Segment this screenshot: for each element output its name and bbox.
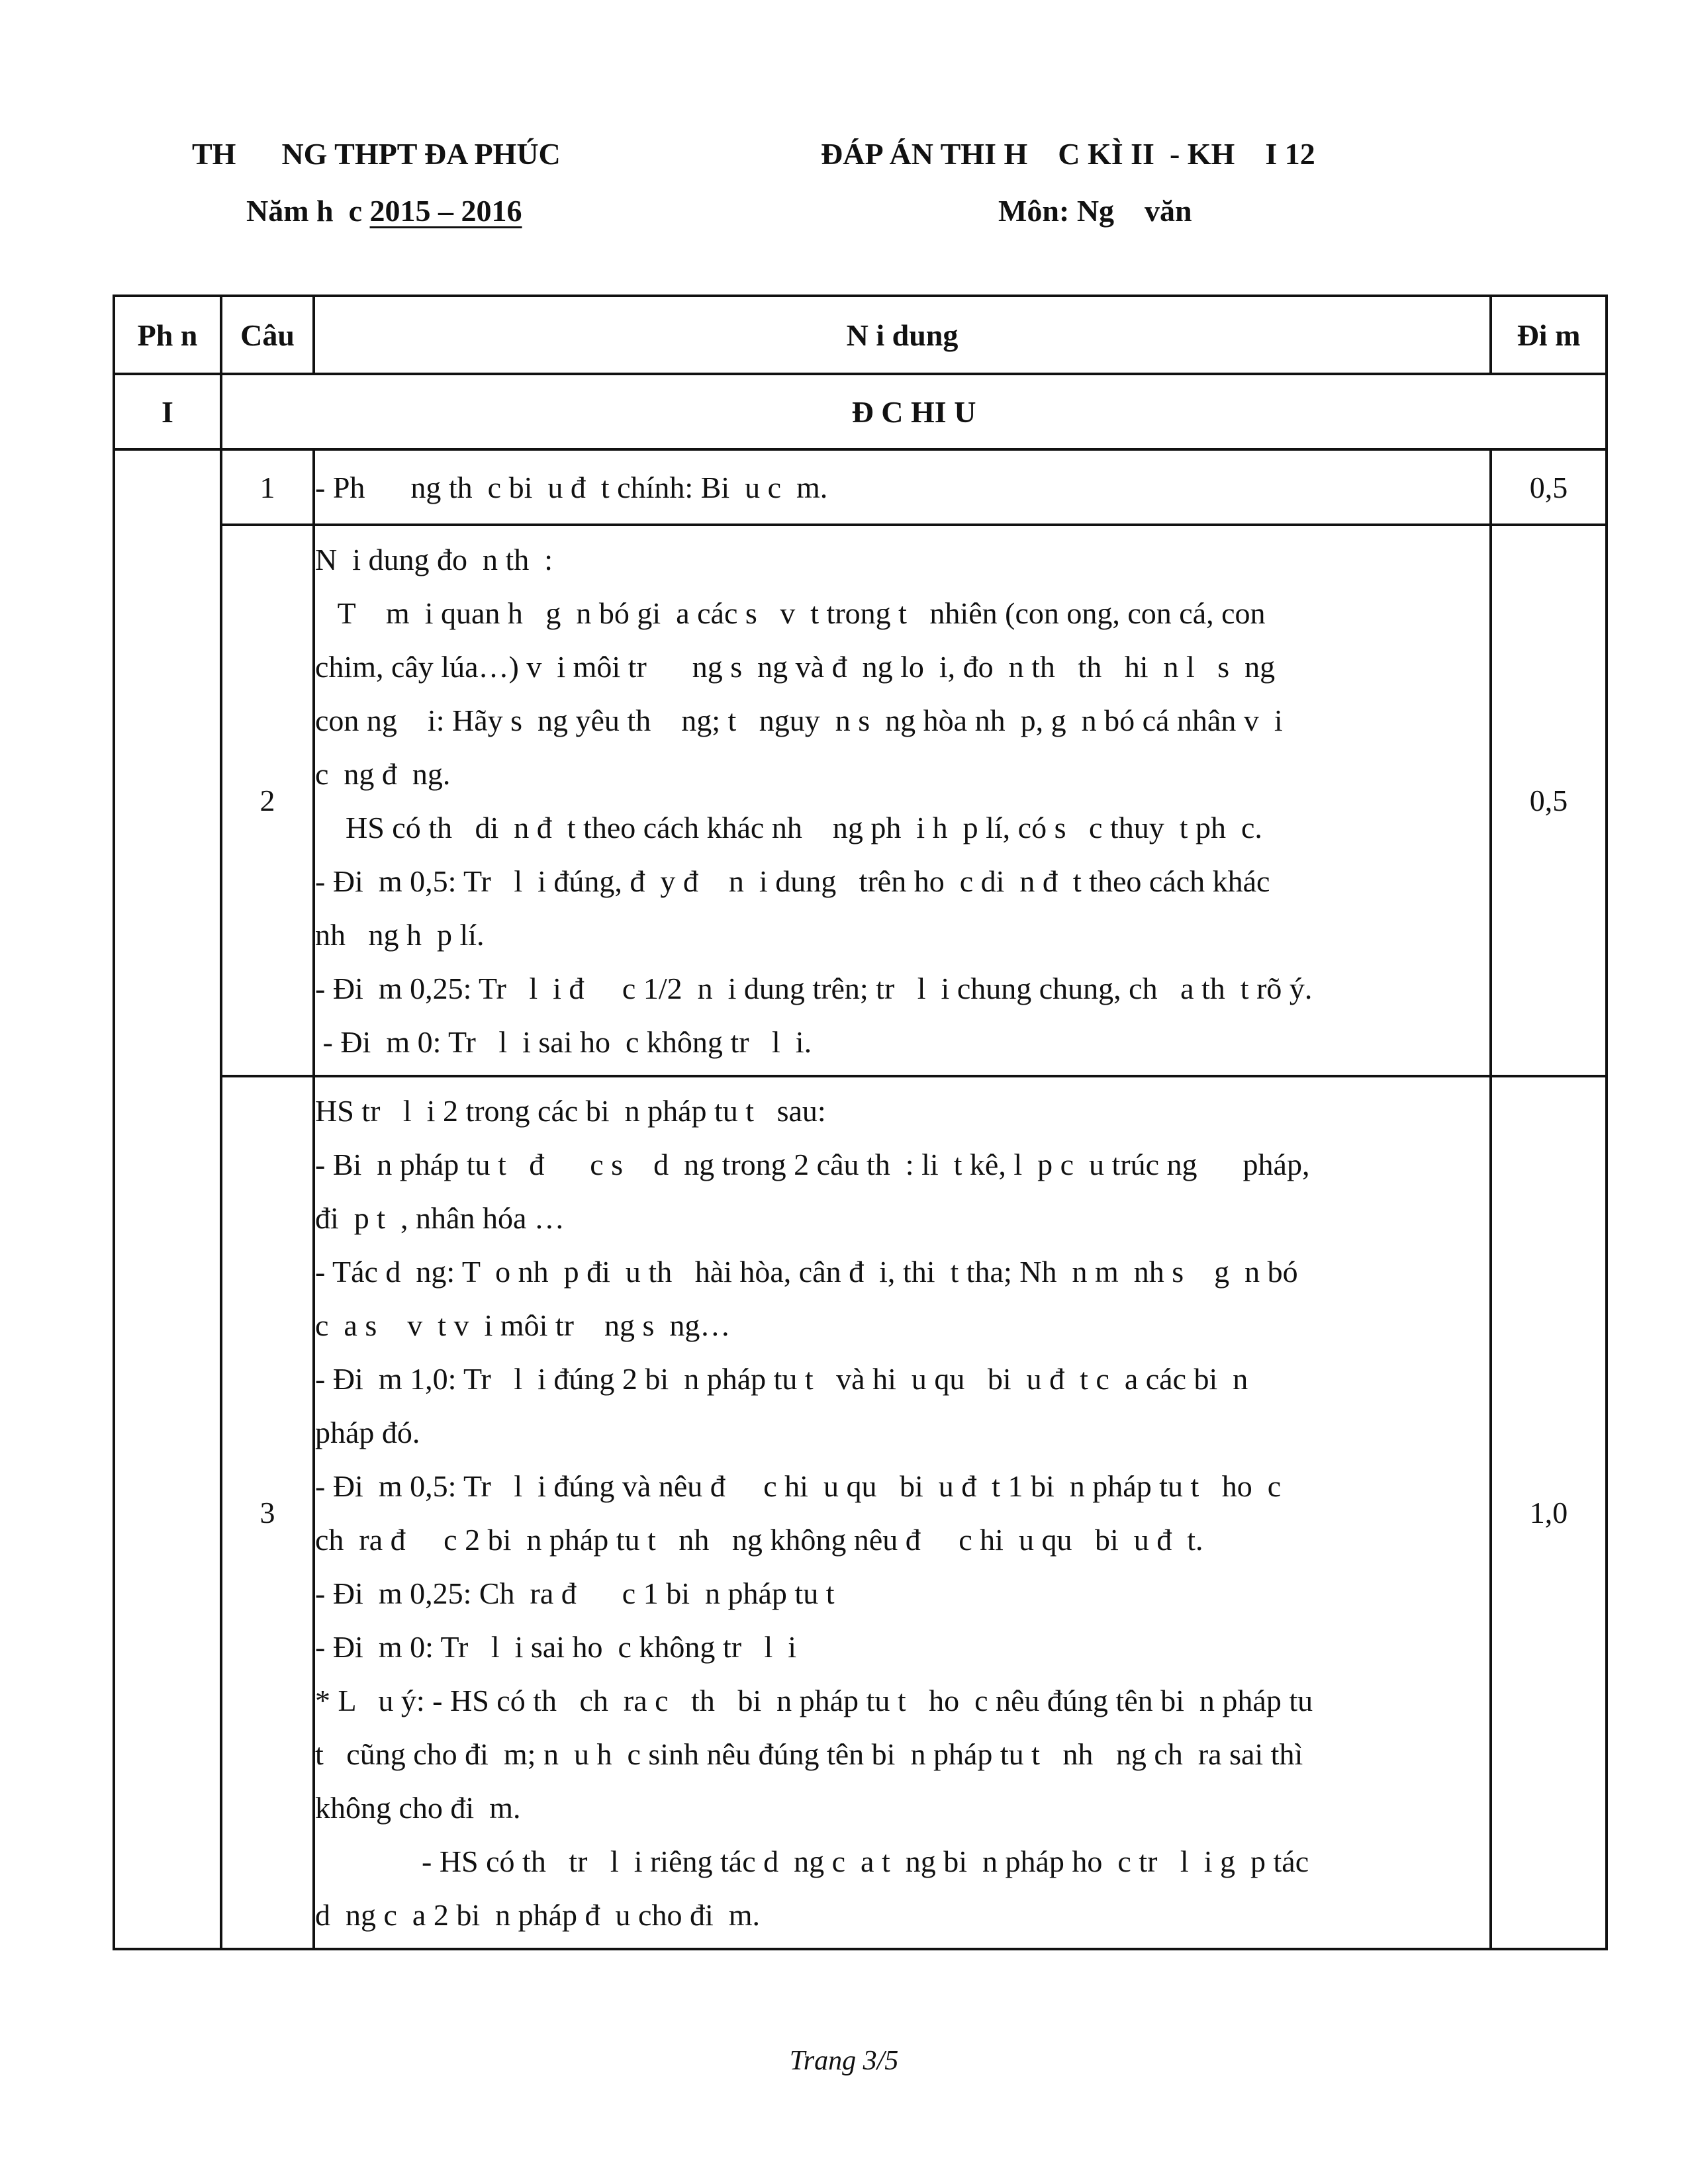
question-number: 2 <box>221 525 314 1076</box>
document-title: ĐÁP ÁN THI H C KÌ II - KH I 12 <box>821 137 1315 171</box>
school-year <box>246 196 522 226</box>
content-line: t cũng cho đi m; n u h c sinh nêu đúng tên bi n pháp tu t nh ng ch ra sai thì <box>315 1737 1303 1771</box>
header-question: Câu <box>221 296 314 374</box>
content-line: d ng c a 2 bi n pháp đ u cho đi m. <box>315 1897 761 1932</box>
score-cell: 0,5 <box>1491 449 1607 525</box>
page-number: Trang 3/5 <box>789 2046 899 2076</box>
content-line: con ng i: Hãy s ng yêu th ng; t nguy n s ng hòa nh p, g n bó cá nhân v i <box>315 703 1283 737</box>
header-content: N i dung <box>314 296 1491 374</box>
content-line: N i dung đo n th : <box>315 542 553 576</box>
school-year-value: 2015 – 2016 <box>369 194 522 228</box>
question-number: 1 <box>221 449 314 525</box>
content-line: - HS có th tr l i riêng tác d ng c a t ng bi n pháp ho c tr l i g p tác <box>315 1844 1309 1878</box>
content-line: - Tác d ng: T o nh p đi u th hài hòa, cân đ i, thi t tha; Nh n m nh s g n bó <box>315 1254 1298 1289</box>
section-part: I <box>114 374 221 449</box>
content-line: HS có th di n đ t theo cách khác nh ng ph i h p lí, có s c thuy t ph c. <box>315 810 1262 844</box>
section-title: Đ C HI U <box>221 374 1607 449</box>
content-line: - Đi m 0,5: Tr l i đúng và nêu đ c hi u qu bi u đ t 1 bi n pháp tu t ho c <box>315 1469 1282 1503</box>
school-year-prefix: Năm h c <box>246 194 370 228</box>
content-line: ch ra đ c 2 bi n pháp tu t nh ng không nêu đ c hi u qu bi u đ t. <box>315 1522 1203 1557</box>
table-header-row <box>114 296 1607 374</box>
content-line: - Ph ng th c bi u đ t chính: Bi u c m. <box>315 470 828 504</box>
content-line: không cho đi m. <box>315 1790 521 1825</box>
answer-content <box>314 525 1491 1076</box>
content-line: - Đi m 0: Tr l i sai ho c không tr l i <box>315 1629 797 1664</box>
content-line: - Đi m 1,0: Tr l i đúng 2 bi n pháp tu t và hi u qu bi u đ t c a các bi n <box>315 1361 1248 1396</box>
content-line: chim, cây lúa…) v i môi tr ng s ng và đ ng lo i, đo n th th hi n l s ng <box>315 649 1276 684</box>
content-line: nh ng h p lí. <box>315 917 485 952</box>
content-line: - Đi m 0,25: Ch ra đ c 1 bi n pháp tu t <box>315 1576 835 1610</box>
part-cell <box>114 449 221 1949</box>
content-line: c a s v t v i môi tr ng s ng… <box>315 1308 731 1342</box>
answer-content <box>314 1076 1491 1949</box>
subject: Môn: Ng văn <box>998 194 1192 228</box>
table-row <box>114 1076 1607 1949</box>
header-score: Đi m <box>1491 296 1607 374</box>
content-line: - Đi m 0,5: Tr l i đúng, đ y đ n i dung trên ho c di n đ t theo cách khác <box>315 864 1270 898</box>
content-line: đi p t , nhân hóa … <box>315 1201 565 1235</box>
table-row <box>114 449 1607 525</box>
content-line: - Đi m 0,25: Tr l i đ c 1/2 n i dung trên; tr l i chung chung, ch a th t rõ ý. <box>315 971 1313 1005</box>
answer-content <box>314 449 1491 525</box>
content-line: - Đi m 0: Tr l i sai ho c không tr l i. <box>315 1024 812 1059</box>
content-line: * L u ý: - HS có th ch ra c th bi n pháp tu t ho c nêu đúng tên bi n pháp tu <box>315 1683 1313 1717</box>
score-cell: 1,0 <box>1491 1076 1607 1949</box>
section-row <box>114 374 1607 449</box>
content-line: pháp đó. <box>315 1415 420 1449</box>
score-cell: 0,5 <box>1491 525 1607 1076</box>
school-name: TH NG THPT ĐA PHÚC <box>192 137 561 171</box>
header-part: Ph n <box>114 296 221 374</box>
content-line: - Bi n pháp tu t đ c s d ng trong 2 câu th : li t kê, l p c u trúc ng pháp, <box>315 1147 1310 1181</box>
answer-table <box>113 295 1608 1950</box>
table-row <box>114 525 1607 1076</box>
question-number: 3 <box>221 1076 314 1949</box>
content-line: HS tr l i 2 trong các bi n pháp tu t sau: <box>315 1093 826 1128</box>
content-line: c ng đ ng. <box>315 756 451 791</box>
content-line: T m i quan h g n bó gi a các s v t trong t nhiên (con ong, con cá, con <box>315 596 1266 630</box>
